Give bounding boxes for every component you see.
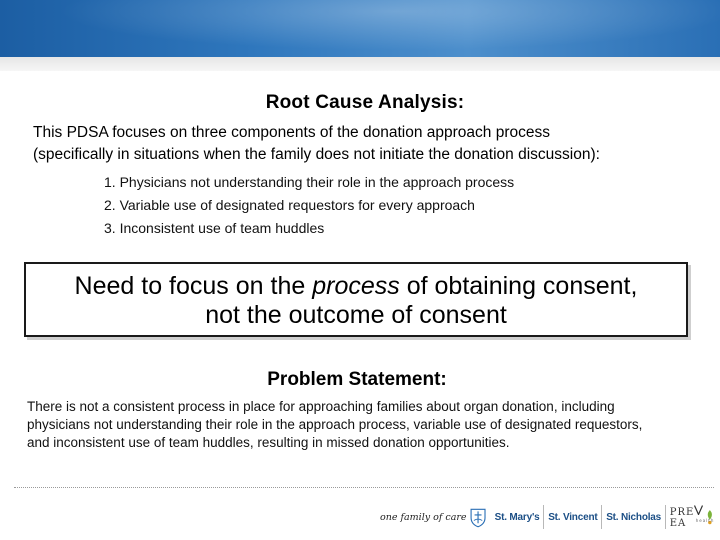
problem-heading: Problem Statement:	[267, 369, 447, 390]
problem-paragraph	[27, 398, 717, 452]
intro-line: (specifically in situations when the family does not initiate the donation discussion):	[33, 146, 600, 163]
components-list	[104, 171, 704, 240]
list-item: 1. Physicians not understanding their role in the approach process	[104, 174, 515, 190]
callout-line-1	[26, 272, 686, 301]
brand-st-vincent: St. Vincent	[548, 511, 598, 523]
callout-text: Need to focus on the	[74, 272, 313, 300]
header-band	[0, 57, 720, 71]
prevea-logo	[666, 505, 715, 529]
brand-st-marys: St. Mary's	[494, 511, 540, 523]
prevea-wordmark	[669, 505, 715, 529]
prevea-v-icon	[694, 505, 703, 515]
footer-tagline: one family of care	[380, 511, 467, 523]
slide-title: Root Cause Analysis:	[265, 92, 465, 113]
brand-st-nicholas: St. Nicholas	[606, 511, 662, 523]
intro-line: This PDSA focuses on three components of the donation approach process	[33, 124, 550, 141]
problem-line: There is not a consistent process in place for approaching families about organ donation, including	[27, 399, 615, 414]
footer-logos	[380, 499, 715, 535]
header-banner-glare	[0, 0, 720, 57]
callout-text: of obtaining consent,	[399, 272, 638, 300]
list-item: 3. Inconsistent use of team huddles	[104, 220, 325, 236]
prevea-subtitle: health	[695, 518, 715, 523]
leaf-icon	[705, 506, 715, 528]
callout-box	[24, 262, 688, 337]
problem-line: physicians not understanding their role in the approach process, variable use of designated requestors,	[27, 417, 643, 432]
prevea-text-left: PRE	[669, 507, 695, 518]
callout-line-2: not the outcome of consent	[205, 301, 507, 329]
list-item: 2. Variable use of designated requestors for every approach	[104, 197, 475, 213]
prevea-text-right: EA	[669, 518, 687, 529]
problem-line: and inconsistent use of team huddles, resulting in missed donation opportunities.	[27, 435, 510, 450]
intro-paragraph	[33, 122, 713, 166]
footer-divider	[14, 487, 714, 488]
hospital-seal-icon	[469, 502, 487, 532]
callout-emphasis: process	[312, 272, 400, 300]
